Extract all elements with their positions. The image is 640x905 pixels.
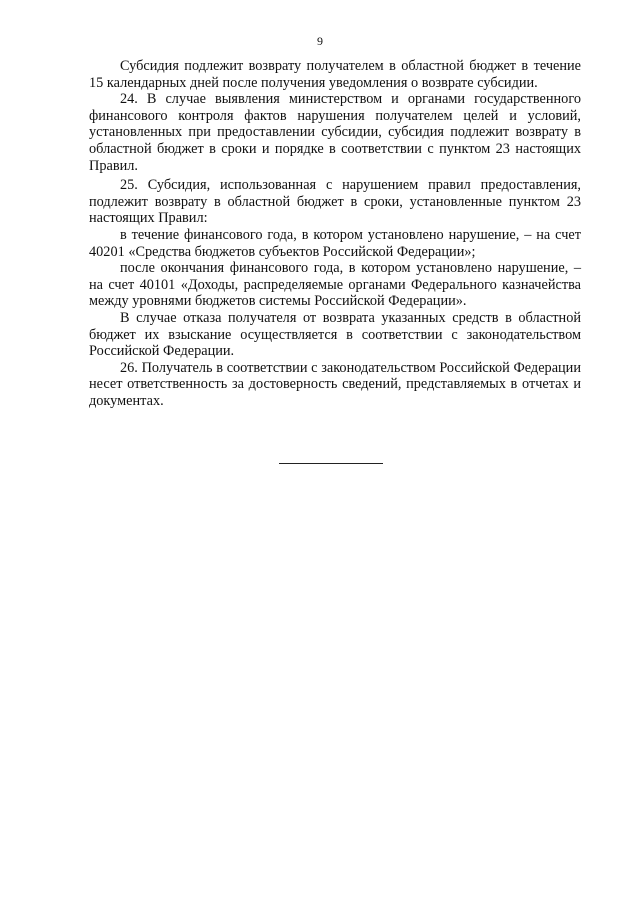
- paragraph-item-24: 24. В случае выявления министерством и органами государственного финансового контроля фактов нарушения получателем целей и условий, установленных при предоставлении субсидии, субсидия подлежит возврату в областной бюджет в сроки и порядке в соответствии с пунктом 23 настоящих Правил.: [89, 91, 581, 174]
- paragraph-item-26: 26. Получатель в соответствии с законодательством Российской Федерации несет ответственность за достоверность сведений, представляемых в отчетах и документах.: [89, 359, 581, 409]
- document-body: [89, 58, 581, 409]
- paragraph-account-40201: в течение финансового года, в котором установлено нарушение, – на счет 40201 «Средства бюджетов субъектов Российской Федерации»;: [89, 226, 581, 260]
- paragraph-subsidy-return-term: Субсидия подлежит возврату получателем в областной бюджет в течение 15 календарных дней после получения уведомления о возврате субсидии.: [89, 58, 581, 91]
- end-of-document-rule: [279, 463, 383, 464]
- paragraph-refusal-recovery: В случае отказа получателя от возврата указанных средств в областной бюджет их взыскание осуществляется в соответствии с законодательством Российской Федерации.: [89, 309, 581, 360]
- page-number: 9: [317, 34, 323, 48]
- paragraph-item-25: 25. Субсидия, использованная с нарушением правил предоставления, подлежит возврату в областной бюджет в сроки, установленные пунктом 23 настоящих Правил:: [89, 177, 581, 227]
- paragraph-account-40101: после окончания финансового года, в котором установлено нарушение, – на счет 40101 «Доходы, распределяемые органами Федерального казначейства между уровнями бюджетов системы Российской Федерации».: [89, 260, 581, 310]
